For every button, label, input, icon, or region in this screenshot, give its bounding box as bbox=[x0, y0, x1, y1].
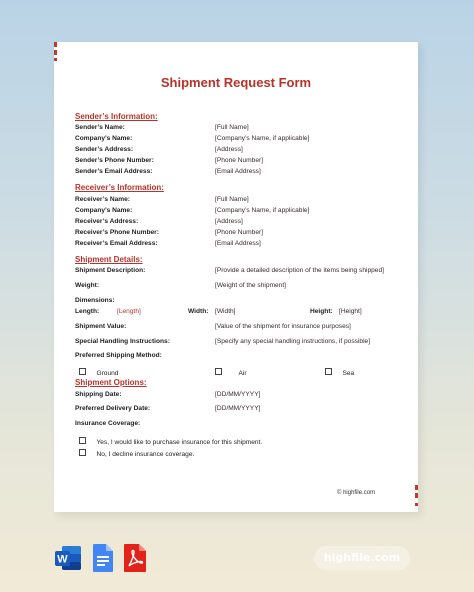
air-checkbox[interactable] bbox=[215, 368, 222, 375]
sender-name-field[interactable]: [Full Name] bbox=[215, 124, 249, 131]
insurance-no-label: No, I decline insurance coverage. bbox=[96, 451, 195, 458]
height-label: Height: bbox=[310, 308, 333, 315]
shipping-date-label: Shipping Date: bbox=[75, 391, 122, 398]
delivery-date-label: Preferred Delivery Date: bbox=[75, 405, 151, 412]
word-icon[interactable] bbox=[54, 543, 82, 573]
sender-heading: Sender’s Information: bbox=[75, 112, 158, 121]
corner-mark bbox=[54, 58, 57, 61]
handling-field[interactable]: [Specify any special handling instructions, if possible] bbox=[215, 338, 371, 345]
receiver-company-field[interactable]: [Company’s Name, if applicable] bbox=[215, 207, 310, 214]
receiver-address-label: Receiver’s Address: bbox=[75, 218, 139, 225]
method-air-option[interactable] bbox=[215, 362, 247, 380]
svg-text:W: W bbox=[57, 553, 68, 566]
dimensions-label: Dimensions: bbox=[75, 297, 115, 304]
sender-email-field[interactable]: [Email Address] bbox=[215, 168, 261, 175]
sea-checkbox[interactable] bbox=[325, 368, 332, 375]
corner-mark bbox=[415, 503, 418, 506]
ground-label: Ground bbox=[96, 370, 119, 377]
receiver-heading: Receiver’s Information: bbox=[75, 183, 164, 192]
corner-mark bbox=[415, 485, 418, 490]
receiver-company-label: Company’s Name: bbox=[75, 207, 133, 214]
highfile-brand-pill[interactable]: highfile.com bbox=[314, 546, 410, 570]
sender-company-field[interactable]: [Company’s Name, if applicable] bbox=[215, 135, 310, 142]
shipping-date-field[interactable]: [DD/MM/YYYY] bbox=[215, 391, 261, 398]
width-label: Width: bbox=[188, 308, 209, 315]
sea-label: Sea bbox=[342, 370, 355, 377]
shipping-method-label: Preferred Shipping Method: bbox=[75, 352, 162, 359]
width-field[interactable]: [Width] bbox=[215, 308, 236, 315]
corner-mark bbox=[54, 50, 57, 55]
insurance-no-option[interactable] bbox=[79, 443, 194, 461]
value-label: Shipment Value: bbox=[75, 323, 127, 330]
sender-address-field[interactable]: [Address] bbox=[215, 146, 243, 153]
method-sea-option[interactable] bbox=[325, 362, 354, 380]
google-docs-icon[interactable] bbox=[92, 543, 114, 573]
value-field[interactable]: [Value of the shipment for insurance purposes] bbox=[215, 323, 351, 330]
height-field[interactable]: [Height] bbox=[339, 308, 362, 315]
handling-label: Special Handling Instructions: bbox=[75, 338, 170, 345]
corner-mark bbox=[54, 42, 57, 47]
form-title: Shipment Request Form bbox=[160, 75, 312, 90]
insurance-yes-label: Yes, I would like to purchase insurance for this shipment. bbox=[96, 439, 263, 446]
sender-email-label: Sender’s Email Address: bbox=[75, 168, 153, 175]
receiver-name-field[interactable]: [Full Name] bbox=[215, 196, 249, 203]
weight-field[interactable]: [Weight of the shipment] bbox=[215, 282, 286, 289]
shipment-heading: Shipment Details: bbox=[75, 255, 143, 264]
sender-name-label: Sender’s Name: bbox=[75, 124, 125, 131]
options-heading: Shipment Options: bbox=[75, 378, 147, 387]
copyright-text: © highfile.com bbox=[337, 490, 376, 496]
insurance-no-checkbox[interactable] bbox=[79, 449, 86, 456]
receiver-name-label: Receiver’s Name: bbox=[75, 196, 130, 203]
receiver-phone-label: Receiver’s Phone Number: bbox=[75, 229, 159, 236]
sender-phone-label: Sender’s Phone Number: bbox=[75, 157, 154, 164]
receiver-address-field[interactable]: [Address] bbox=[215, 218, 243, 225]
description-label: Shipment Description: bbox=[75, 267, 146, 274]
corner-mark bbox=[415, 493, 418, 498]
receiver-email-label: Receiver’s Email Address: bbox=[75, 240, 158, 247]
air-label: Air bbox=[238, 370, 247, 377]
description-field[interactable]: [Provide a detailed description of the items being shipped] bbox=[215, 267, 384, 274]
sender-address-label: Sender’s Address: bbox=[75, 146, 134, 153]
delivery-date-field[interactable]: [DD/MM/YYYY] bbox=[215, 405, 261, 412]
form-document bbox=[54, 42, 418, 512]
sender-phone-field[interactable]: [Phone Number] bbox=[215, 157, 264, 164]
receiver-email-field[interactable]: [Email Address] bbox=[215, 240, 261, 247]
length-field[interactable]: [Length] bbox=[117, 308, 141, 315]
insurance-label: Insurance Coverage: bbox=[75, 420, 141, 427]
pdf-icon[interactable] bbox=[123, 543, 147, 573]
sender-company-label: Company’s Name: bbox=[75, 135, 133, 142]
receiver-phone-field[interactable]: [Phone Number] bbox=[215, 229, 264, 236]
weight-label: Weight: bbox=[75, 282, 100, 289]
ground-checkbox[interactable] bbox=[79, 368, 86, 375]
length-label: Length: bbox=[75, 308, 100, 315]
